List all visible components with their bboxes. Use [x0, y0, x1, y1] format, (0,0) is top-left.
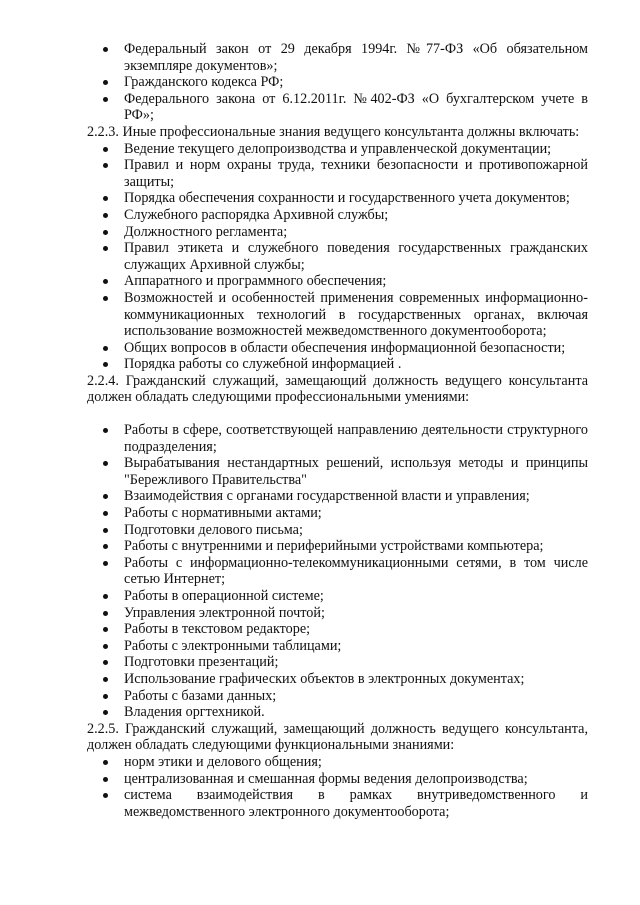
list-item: [0, 91, 640, 124]
list-item: [0, 141, 640, 158]
list-item-text: Порядка работы со служебной информацией .: [124, 356, 402, 373]
list-item: [0, 605, 640, 622]
bullet-icon: [103, 710, 108, 715]
list-item: [0, 588, 640, 605]
bullet-icon: [103, 230, 108, 235]
section-2-2-5: 2.2.5. Гражданский служащий, замещающий должность ведущего консультанта, должен обладать следующими функциональными знаниями:: [87, 720, 588, 754]
list-item-text: Использование графических объектов в электронных документах;: [124, 670, 525, 687]
list-item-text: Работы в операционной системе;: [124, 588, 324, 604]
bullet-icon: [103, 627, 108, 632]
list-item: [0, 455, 640, 488]
list-item: [0, 522, 640, 539]
list-item-text: Порядка обеспечения сохранности и государственного учета документов;: [124, 190, 570, 207]
functional-knowledge-list: [0, 754, 640, 820]
bullet-icon: [103, 561, 108, 566]
list-item-text: Работы с внутренними и периферийными устройствами компьютера;: [124, 538, 544, 555]
list-item-text: Служебного распорядка Архивной службы;: [124, 206, 389, 223]
list-item: [0, 688, 640, 705]
list-item: [0, 340, 640, 357]
list-item-text: Работы с информационно-телекоммуникационными сетями, в том числе сетью Интернет;: [124, 554, 588, 588]
list-item: [0, 638, 640, 655]
list-item: [0, 422, 640, 455]
bullet-icon: [103, 494, 108, 499]
list-item: [0, 654, 640, 671]
list-item-text: Работы с нормативными актами;: [124, 505, 322, 522]
list-item: [0, 157, 640, 190]
list-item: [0, 41, 640, 74]
list-item-text: Взаимодействия с органами государственной власти и управления;: [124, 488, 530, 505]
bullet-icon: [103, 246, 108, 251]
bullet-icon: [103, 461, 108, 466]
list-item-text: Работы с базами данных;: [124, 687, 277, 704]
list-item-text: Возможностей и особенностей применения современных информационно-коммуникационных технологий в государственных органах, включая использование возможностей межведомственного документооборота;: [124, 289, 588, 340]
list-item-text: Работы с электронными таблицами;: [124, 637, 342, 654]
list-item: [0, 787, 640, 820]
bullet-icon: [103, 660, 108, 665]
legal-acts-list: [0, 41, 640, 124]
bullet-icon: [103, 694, 108, 699]
list-item-text: Должностного регламента;: [124, 223, 288, 240]
list-item: [0, 555, 640, 588]
list-item-text: Работы в сфере, соответствующей направлению деятельности структурного подразделения;: [124, 422, 588, 455]
list-item-text: централизованная и смешанная формы ведения делопроизводства;: [124, 770, 528, 787]
list-item: [0, 488, 640, 505]
bullet-icon: [103, 777, 108, 782]
bullet-icon: [103, 213, 108, 218]
bullet-icon: [103, 428, 108, 433]
bullet-icon: [103, 760, 108, 765]
list-item-text: Работы в текстовом редакторе;: [124, 621, 311, 638]
list-item-text: Ведение текущего делопроизводства и управленческой документации;: [124, 140, 552, 157]
list-item-text: Подготовки делового письма;: [124, 521, 303, 538]
professional-skills-list: [0, 422, 640, 721]
list-item: [0, 190, 640, 207]
bullet-icon: [103, 544, 108, 549]
list-item-text: Владения оргтехникой.: [124, 704, 265, 721]
bullet-icon: [103, 163, 108, 168]
bullet-icon: [103, 47, 108, 52]
list-item-text: Федеральный закон от 29 декабря 1994г. №77-ФЗ «Об обязательном экземпляре документов»;: [124, 41, 588, 74]
list-item-text: Аппаратного и программного обеспечения;: [124, 273, 387, 290]
bullet-icon: [103, 346, 108, 351]
list-item-text: Гражданского кодекса РФ;: [124, 74, 284, 91]
list-item-text: Общих вопросов в области обеспечения информационной безопасности;: [124, 339, 566, 356]
bullet-icon: [103, 594, 108, 599]
list-item: [0, 273, 640, 290]
list-item: [0, 240, 640, 273]
bullet-icon: [103, 611, 108, 616]
list-item-text: Подготовки презентаций;: [124, 654, 279, 671]
bullet-icon: [103, 279, 108, 284]
list-item: [0, 505, 640, 522]
section-2-2-4: 2.2.4. Гражданский служащий, замещающий должность ведущего консультанта должен обладать следующими профессиональными умениями:: [87, 372, 588, 406]
list-item: [0, 290, 640, 340]
list-item: [0, 621, 640, 638]
other-knowledge-list: [0, 141, 640, 373]
bullet-icon: [103, 528, 108, 533]
list-item-text: норм этики и делового общения;: [124, 753, 322, 770]
list-item-text: система взаимодействия в рамках внутриведомственного и межведомственного электронного документооборота;: [124, 787, 588, 820]
list-item: [0, 671, 640, 688]
list-item: [0, 538, 640, 555]
bullet-icon: [103, 362, 108, 367]
bullet-icon: [103, 644, 108, 649]
bullet-icon: [103, 147, 108, 152]
bullet-icon: [103, 80, 108, 85]
list-item-text: Правил этикета и служебного поведения государственных гражданских служащих Архивной службы;: [124, 240, 588, 273]
list-item-text: Управления электронной почтой;: [124, 604, 325, 621]
bullet-icon: [103, 196, 108, 201]
bullet-icon: [103, 296, 108, 301]
list-item: [0, 207, 640, 224]
section-2-2-3: 2.2.3. Иные профессиональные знания ведущего консультанта должны включать:: [87, 123, 580, 140]
list-item: [0, 704, 640, 721]
list-item: [0, 754, 640, 771]
bullet-icon: [103, 97, 108, 102]
bullet-icon: [103, 793, 108, 798]
list-item-text: Вырабатывания нестандартных решений, используя методы и принципы "Бережливого Правительства": [124, 455, 588, 488]
bullet-icon: [103, 511, 108, 516]
list-item-text: Правил и норм охраны труда, техники безопасности и противопожарной защиты;: [124, 157, 588, 190]
list-item: [0, 356, 640, 373]
list-item-text: Федерального закона от 6.12.2011г. №402-ФЗ «О бухгалтерском учете в РФ»;: [124, 90, 588, 124]
list-item: [0, 224, 640, 241]
list-item: [0, 771, 640, 788]
list-item: [0, 74, 640, 91]
bullet-icon: [103, 677, 108, 682]
